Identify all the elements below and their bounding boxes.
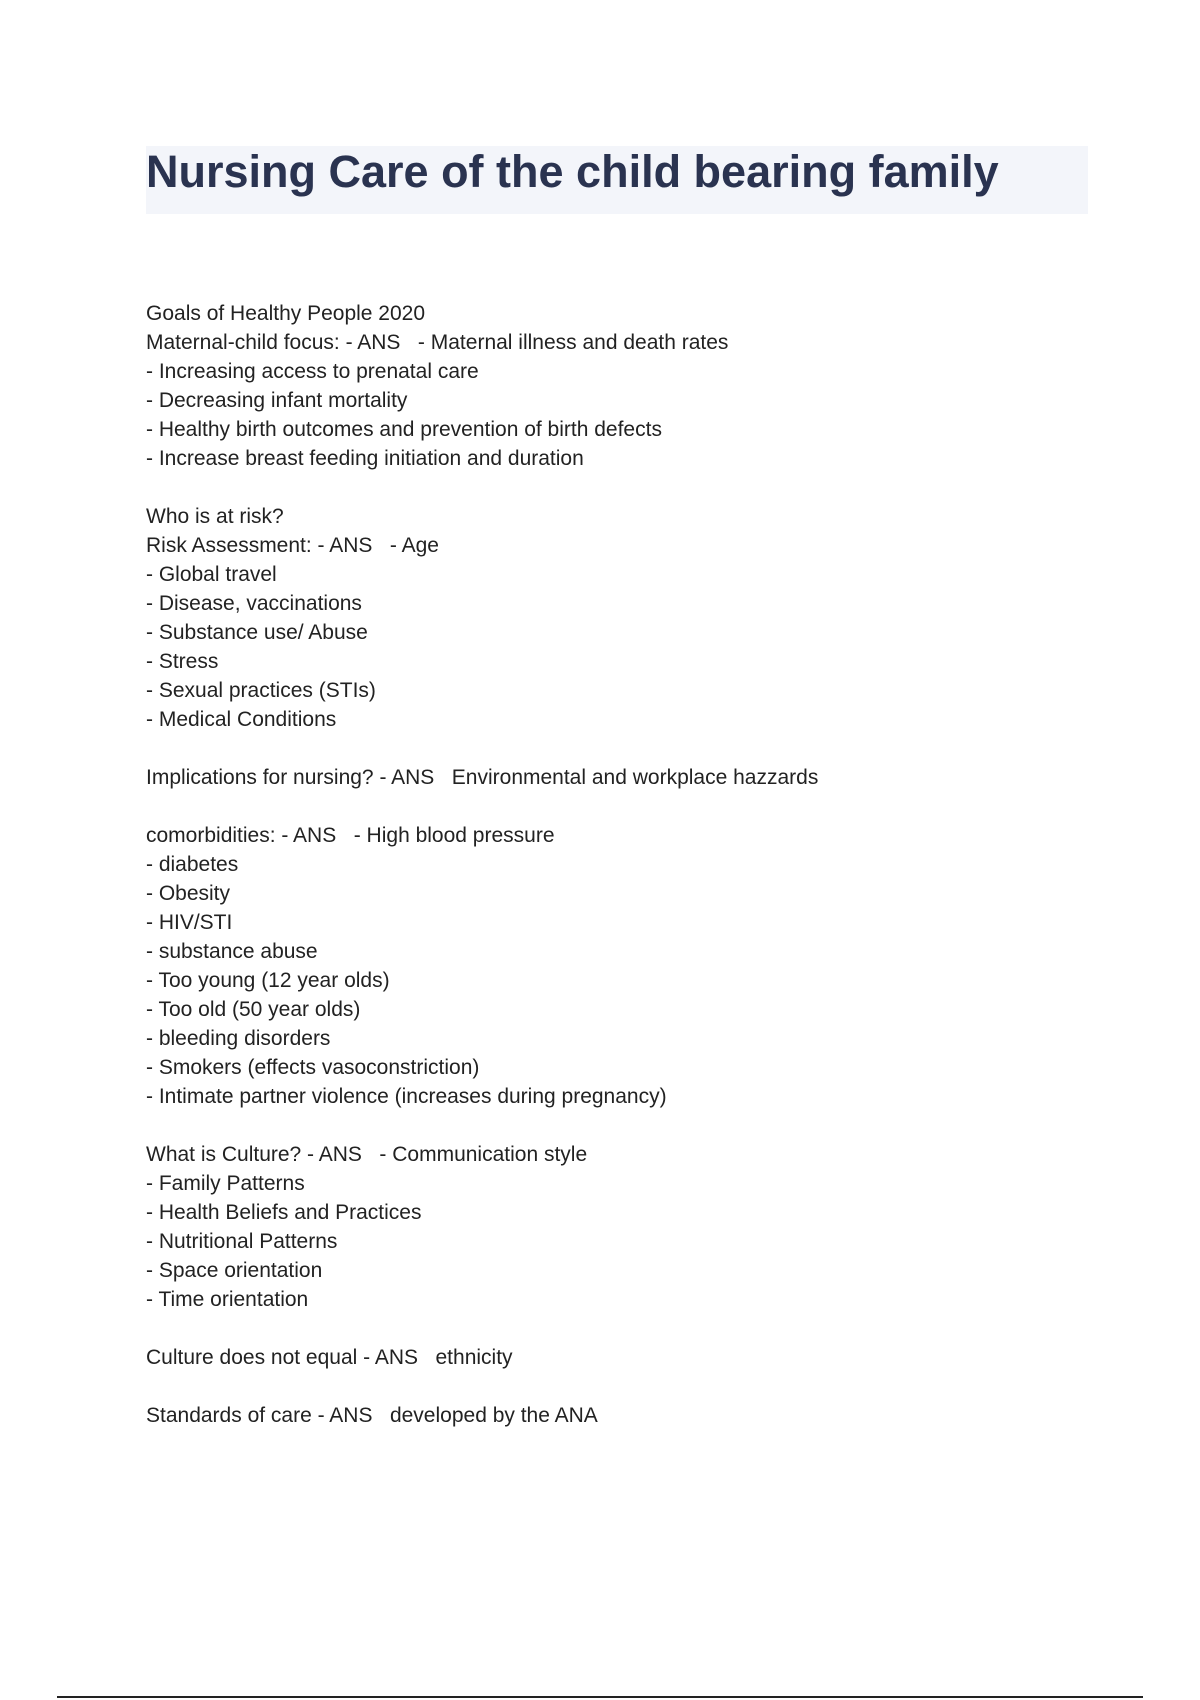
text-line: - Too young (12 year olds) <box>146 969 390 992</box>
text-line: - bleeding disorders <box>146 1027 331 1050</box>
text-line: Who is at risk? <box>146 505 284 528</box>
text-line: - Obesity <box>146 882 231 905</box>
text-line: - Smokers (effects vasoconstriction) <box>146 1056 480 1079</box>
text-line: - Nutritional Patterns <box>146 1230 338 1253</box>
block-implications <box>146 763 1146 792</box>
footer-divider <box>57 1696 1143 1698</box>
text-line: Implications for nursing? - ANS Environmental and workplace hazzards <box>146 766 819 789</box>
text-line: - Disease, vaccinations <box>146 592 362 615</box>
block-standards-of-care <box>146 1401 1146 1430</box>
text-line: Standards of care - ANS developed by the ANA <box>146 1404 598 1427</box>
block-risk-assessment <box>146 502 1146 734</box>
text-line: Culture does not equal - ANS ethnicity <box>146 1346 513 1369</box>
document-title: Nursing Care of the child bearing family <box>146 146 999 197</box>
text-line: - Decreasing infant mortality <box>146 389 408 412</box>
text-line: Risk Assessment: - ANS - Age <box>146 534 439 557</box>
block-culture <box>146 1140 1146 1314</box>
text-line: - Intimate partner violence (increases during pregnancy) <box>146 1085 667 1108</box>
text-line: - Global travel <box>146 563 277 586</box>
text-line: - Substance use/ Abuse <box>146 621 368 644</box>
document-body <box>146 299 1146 1459</box>
text-line: Maternal-child focus: - ANS - Maternal illness and death rates <box>146 331 729 354</box>
text-line: What is Culture? - ANS - Communication style <box>146 1143 588 1166</box>
text-line: - substance abuse <box>146 940 318 963</box>
block-culture-ethnicity <box>146 1343 1146 1372</box>
text-line: - Time orientation <box>146 1288 309 1311</box>
block-comorbidities <box>146 821 1146 1111</box>
text-line: - Space orientation <box>146 1259 323 1282</box>
text-line: - Health Beliefs and Practices <box>146 1201 422 1224</box>
block-healthy-people <box>146 299 1146 473</box>
text-line: - Sexual practices (STIs) <box>146 679 376 702</box>
text-line: - Family Patterns <box>146 1172 305 1195</box>
text-line: - Healthy birth outcomes and prevention of birth defects <box>146 418 662 441</box>
text-line: - Increasing access to prenatal care <box>146 360 479 383</box>
text-line: Goals of Healthy People 2020 <box>146 302 426 325</box>
text-line: comorbidities: - ANS - High blood pressure <box>146 824 555 847</box>
text-line: - diabetes <box>146 853 239 876</box>
text-line: - Too old (50 year olds) <box>146 998 361 1021</box>
text-line: - Increase breast feeding initiation and duration <box>146 447 584 470</box>
text-line: - Stress <box>146 650 219 673</box>
text-line: - Medical Conditions <box>146 708 337 731</box>
text-line: - HIV/STI <box>146 911 233 934</box>
